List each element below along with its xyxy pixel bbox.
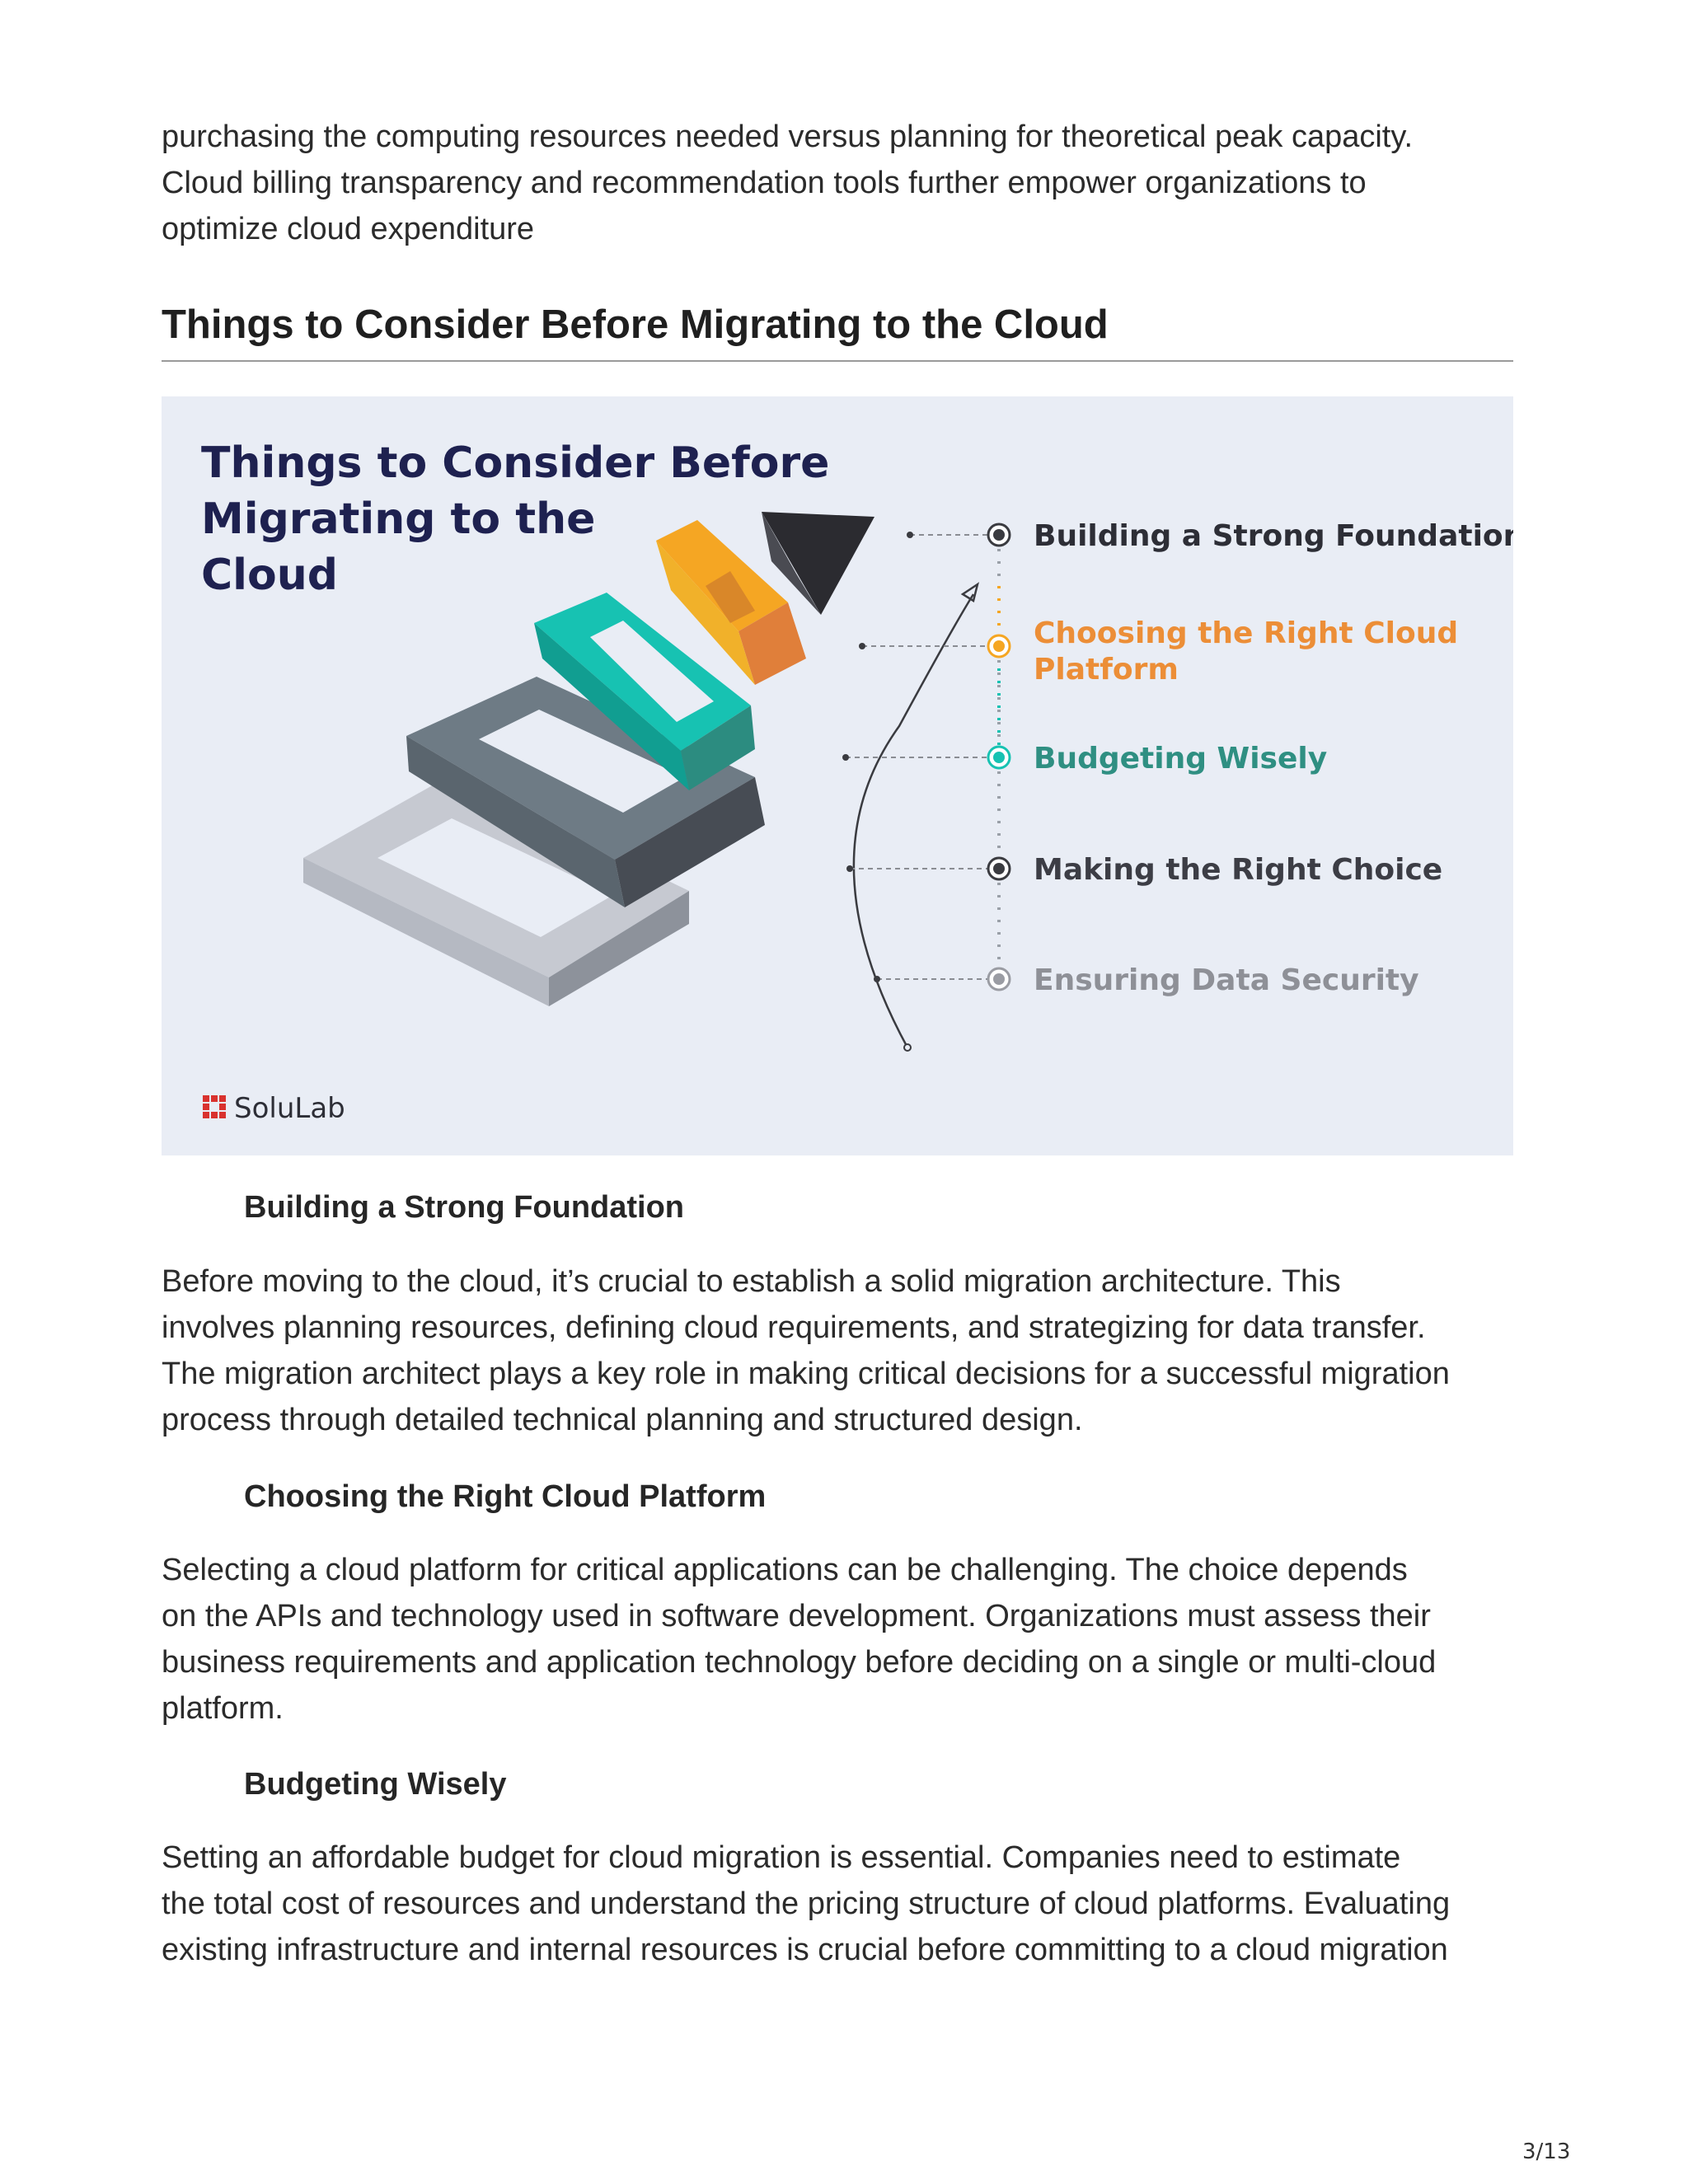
intro-line: purchasing the computing resources needed versus planning for theoretical peak capacity. (162, 120, 1414, 154)
infographic-title-line: Migrating to the (201, 494, 596, 544)
timeline-label-budgeting: Budgeting Wisely (1034, 742, 1328, 776)
intro-paragraph (162, 114, 1513, 252)
infographic-image (162, 396, 1513, 1155)
paragraph-line: platform. (162, 1691, 284, 1726)
paragraph-line: Before moving to the cloud, it’s crucial to establish a solid migration architecture. This (162, 1264, 1341, 1299)
paragraph-line: existing infrastructure and internal resources is crucial before committing to a cloud migration (162, 1933, 1448, 1967)
page-number: 3/13 (1522, 2139, 1571, 2164)
timeline-label-foundation: Building a Strong Foundation (1034, 519, 1513, 553)
infographic-title-line: Cloud (201, 551, 338, 600)
intro-line: Cloud billing transparency and recommendation tools further empower organizations to (162, 166, 1367, 200)
timeline-label-right-choice: Making the Right Choice (1034, 853, 1443, 887)
section-title: Things to Consider Before Migrating to the Cloud (162, 302, 1109, 347)
subsection-paragraph-budgeting (162, 1835, 1513, 1973)
subsection-paragraph-foundation (162, 1258, 1513, 1443)
intro-line: optimize cloud expenditure (162, 212, 535, 246)
section-divider (162, 360, 1513, 362)
paragraph-line: Setting an affordable budget for cloud migration is essential. Companies need to estimate (162, 1840, 1401, 1875)
solulab-logo-text: SoluLab (234, 1092, 345, 1125)
subsection-heading-cloud-platform: Choosing the Right Cloud Platform (244, 1479, 767, 1514)
paragraph-line: The migration architect plays a key role in making critical decisions for a successful migration (162, 1357, 1450, 1391)
subsection-heading-budgeting: Budgeting Wisely (244, 1767, 507, 1802)
paragraph-line: the total cost of resources and understand the pricing structure of cloud platforms. Evaluating (162, 1886, 1451, 1921)
infographic-svg (162, 396, 1513, 1155)
paragraph-line: on the APIs and technology used in software development. Organizations must assess their (162, 1599, 1431, 1633)
timeline-label-cloud-platform: Choosing the Right Cloud (1034, 616, 1459, 650)
paragraph-line: business requirements and application technology before deciding on a single or multi-cloud (162, 1645, 1437, 1680)
paragraph-line: involves planning resources, defining cloud requirements, and strategizing for data transfer. (162, 1310, 1426, 1345)
paragraph-line: process through detailed technical planning and structured design. (162, 1403, 1083, 1437)
subsection-paragraph-cloud-platform (162, 1547, 1513, 1732)
infographic-title-line: Things to Consider Before (201, 438, 830, 488)
paragraph-line: Selecting a cloud platform for critical applications can be challenging. The choice depends (162, 1553, 1408, 1587)
timeline-label-cloud-platform-line2: Platform (1034, 653, 1179, 687)
subsection-heading-foundation: Building a Strong Foundation (244, 1190, 685, 1225)
timeline-label-data-security: Ensuring Data Security (1034, 963, 1419, 997)
